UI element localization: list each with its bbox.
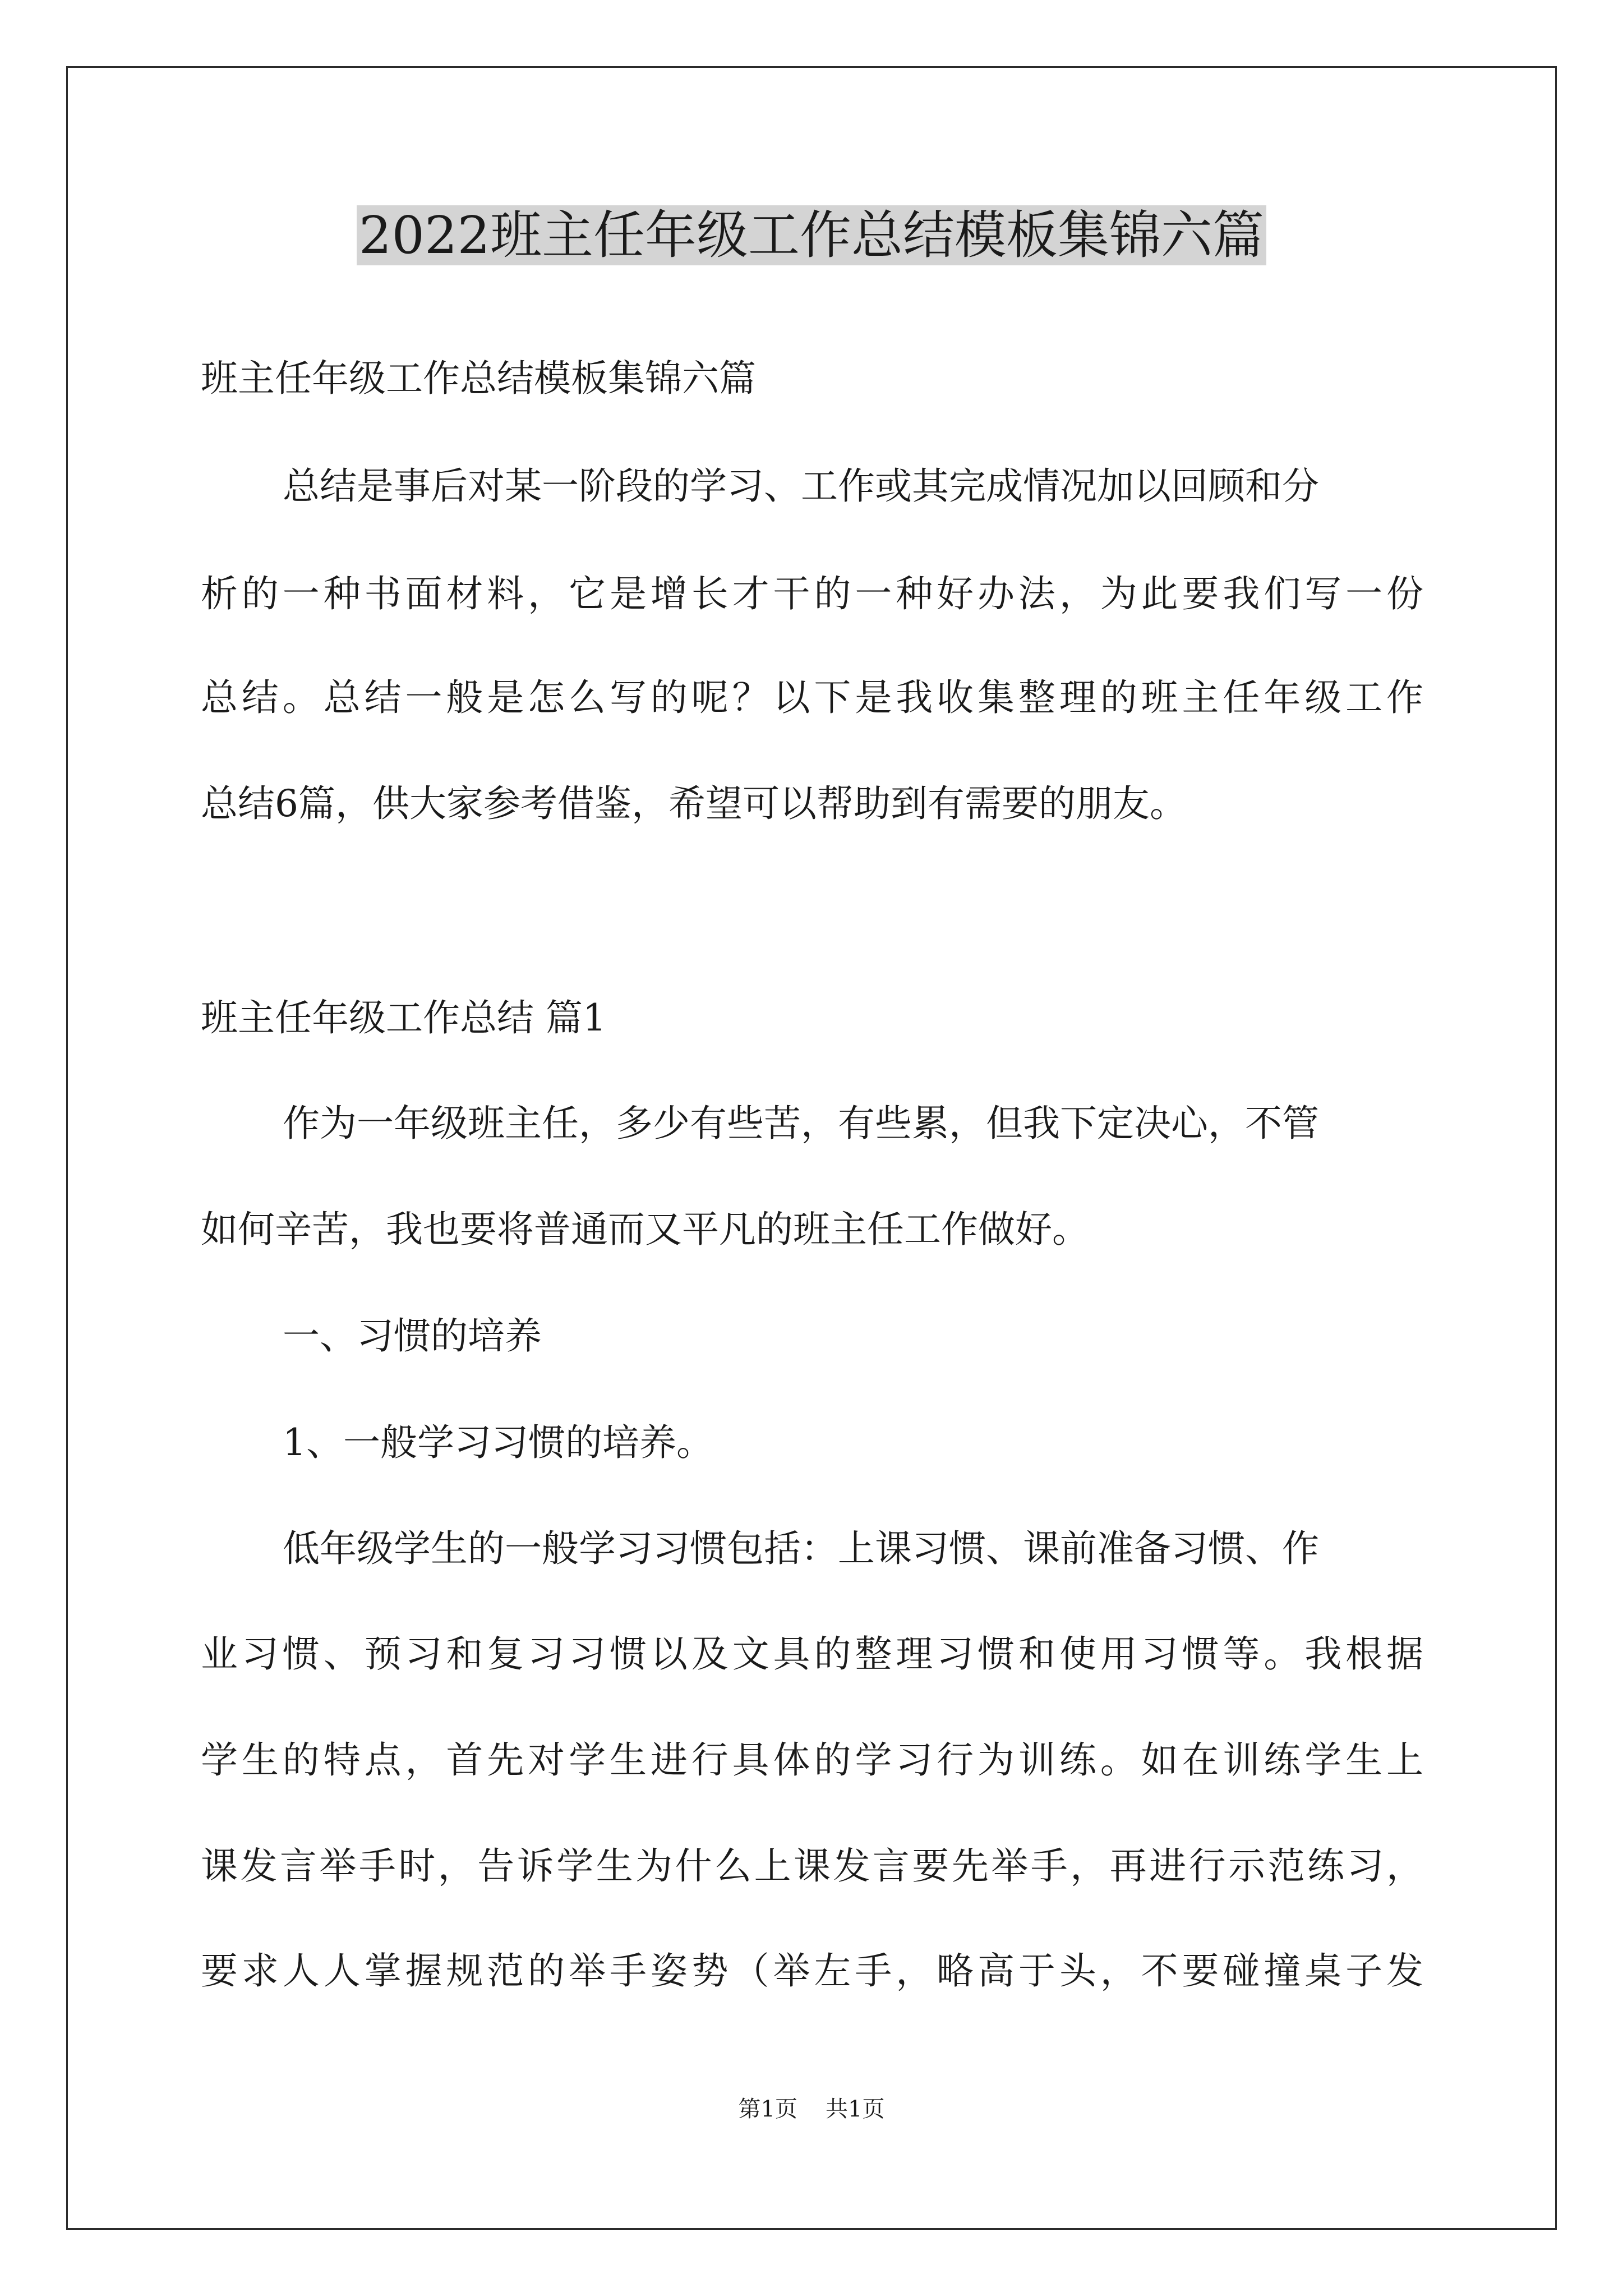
section-heading: 班主任年级工作总结 篇1	[201, 996, 606, 1039]
body-line: 业习惯、预习和复习习惯以及文具的整理习惯和使用习惯等。我根据	[201, 1632, 1423, 1676]
document-title-text: 2022班主任年级工作总结模板集锦六篇	[357, 205, 1266, 265]
intro-line: 析的一种书面材料，它是增长才干的一种好办法，为此要我们写一份	[201, 572, 1423, 615]
intro-line: 总结。总结一般是怎么写的呢？以下是我收集整理的班主任年级工作	[201, 676, 1423, 719]
intro-line: 总结是事后对某一阶段的学习、工作或其完成情况加以回顾和分	[283, 464, 1319, 508]
body-line: 要求人人掌握规范的举手姿势（举左手，略高于头，不要碰撞桌子发	[201, 1949, 1423, 1993]
body-line: 学生的特点，首先对学生进行具体的学习行为训练。如在训练学生上	[201, 1738, 1423, 1782]
page-footer	[0, 2092, 1623, 2126]
document-subtitle: 班主任年级工作总结模板集锦六篇	[201, 357, 756, 400]
body-line: 低年级学生的一般学习习惯包括：上课习惯、课前准备习惯、作	[283, 1527, 1319, 1570]
intro-line: 总结6篇，供大家参考借鉴，希望可以帮助到有需要的朋友。	[201, 782, 1187, 825]
document-title	[0, 194, 1623, 278]
body-line: 一、习惯的培养	[283, 1314, 542, 1358]
body-line: 课发言举手时，告诉学生为什么上课发言要先举手，再进行示范练习，	[201, 1844, 1423, 1888]
body-line: 如何辛苦，我也要将普通而又平凡的班主任工作做好。	[201, 1208, 1089, 1251]
body-line: 作为一年级班主任，多少有些苦，有些累，但我下定决心，不管	[283, 1102, 1319, 1145]
body-line: 1、一般学习习惯的培养。	[283, 1421, 713, 1464]
page-total: 共1页	[826, 2096, 885, 2122]
page-number: 第1页	[738, 2096, 797, 2122]
